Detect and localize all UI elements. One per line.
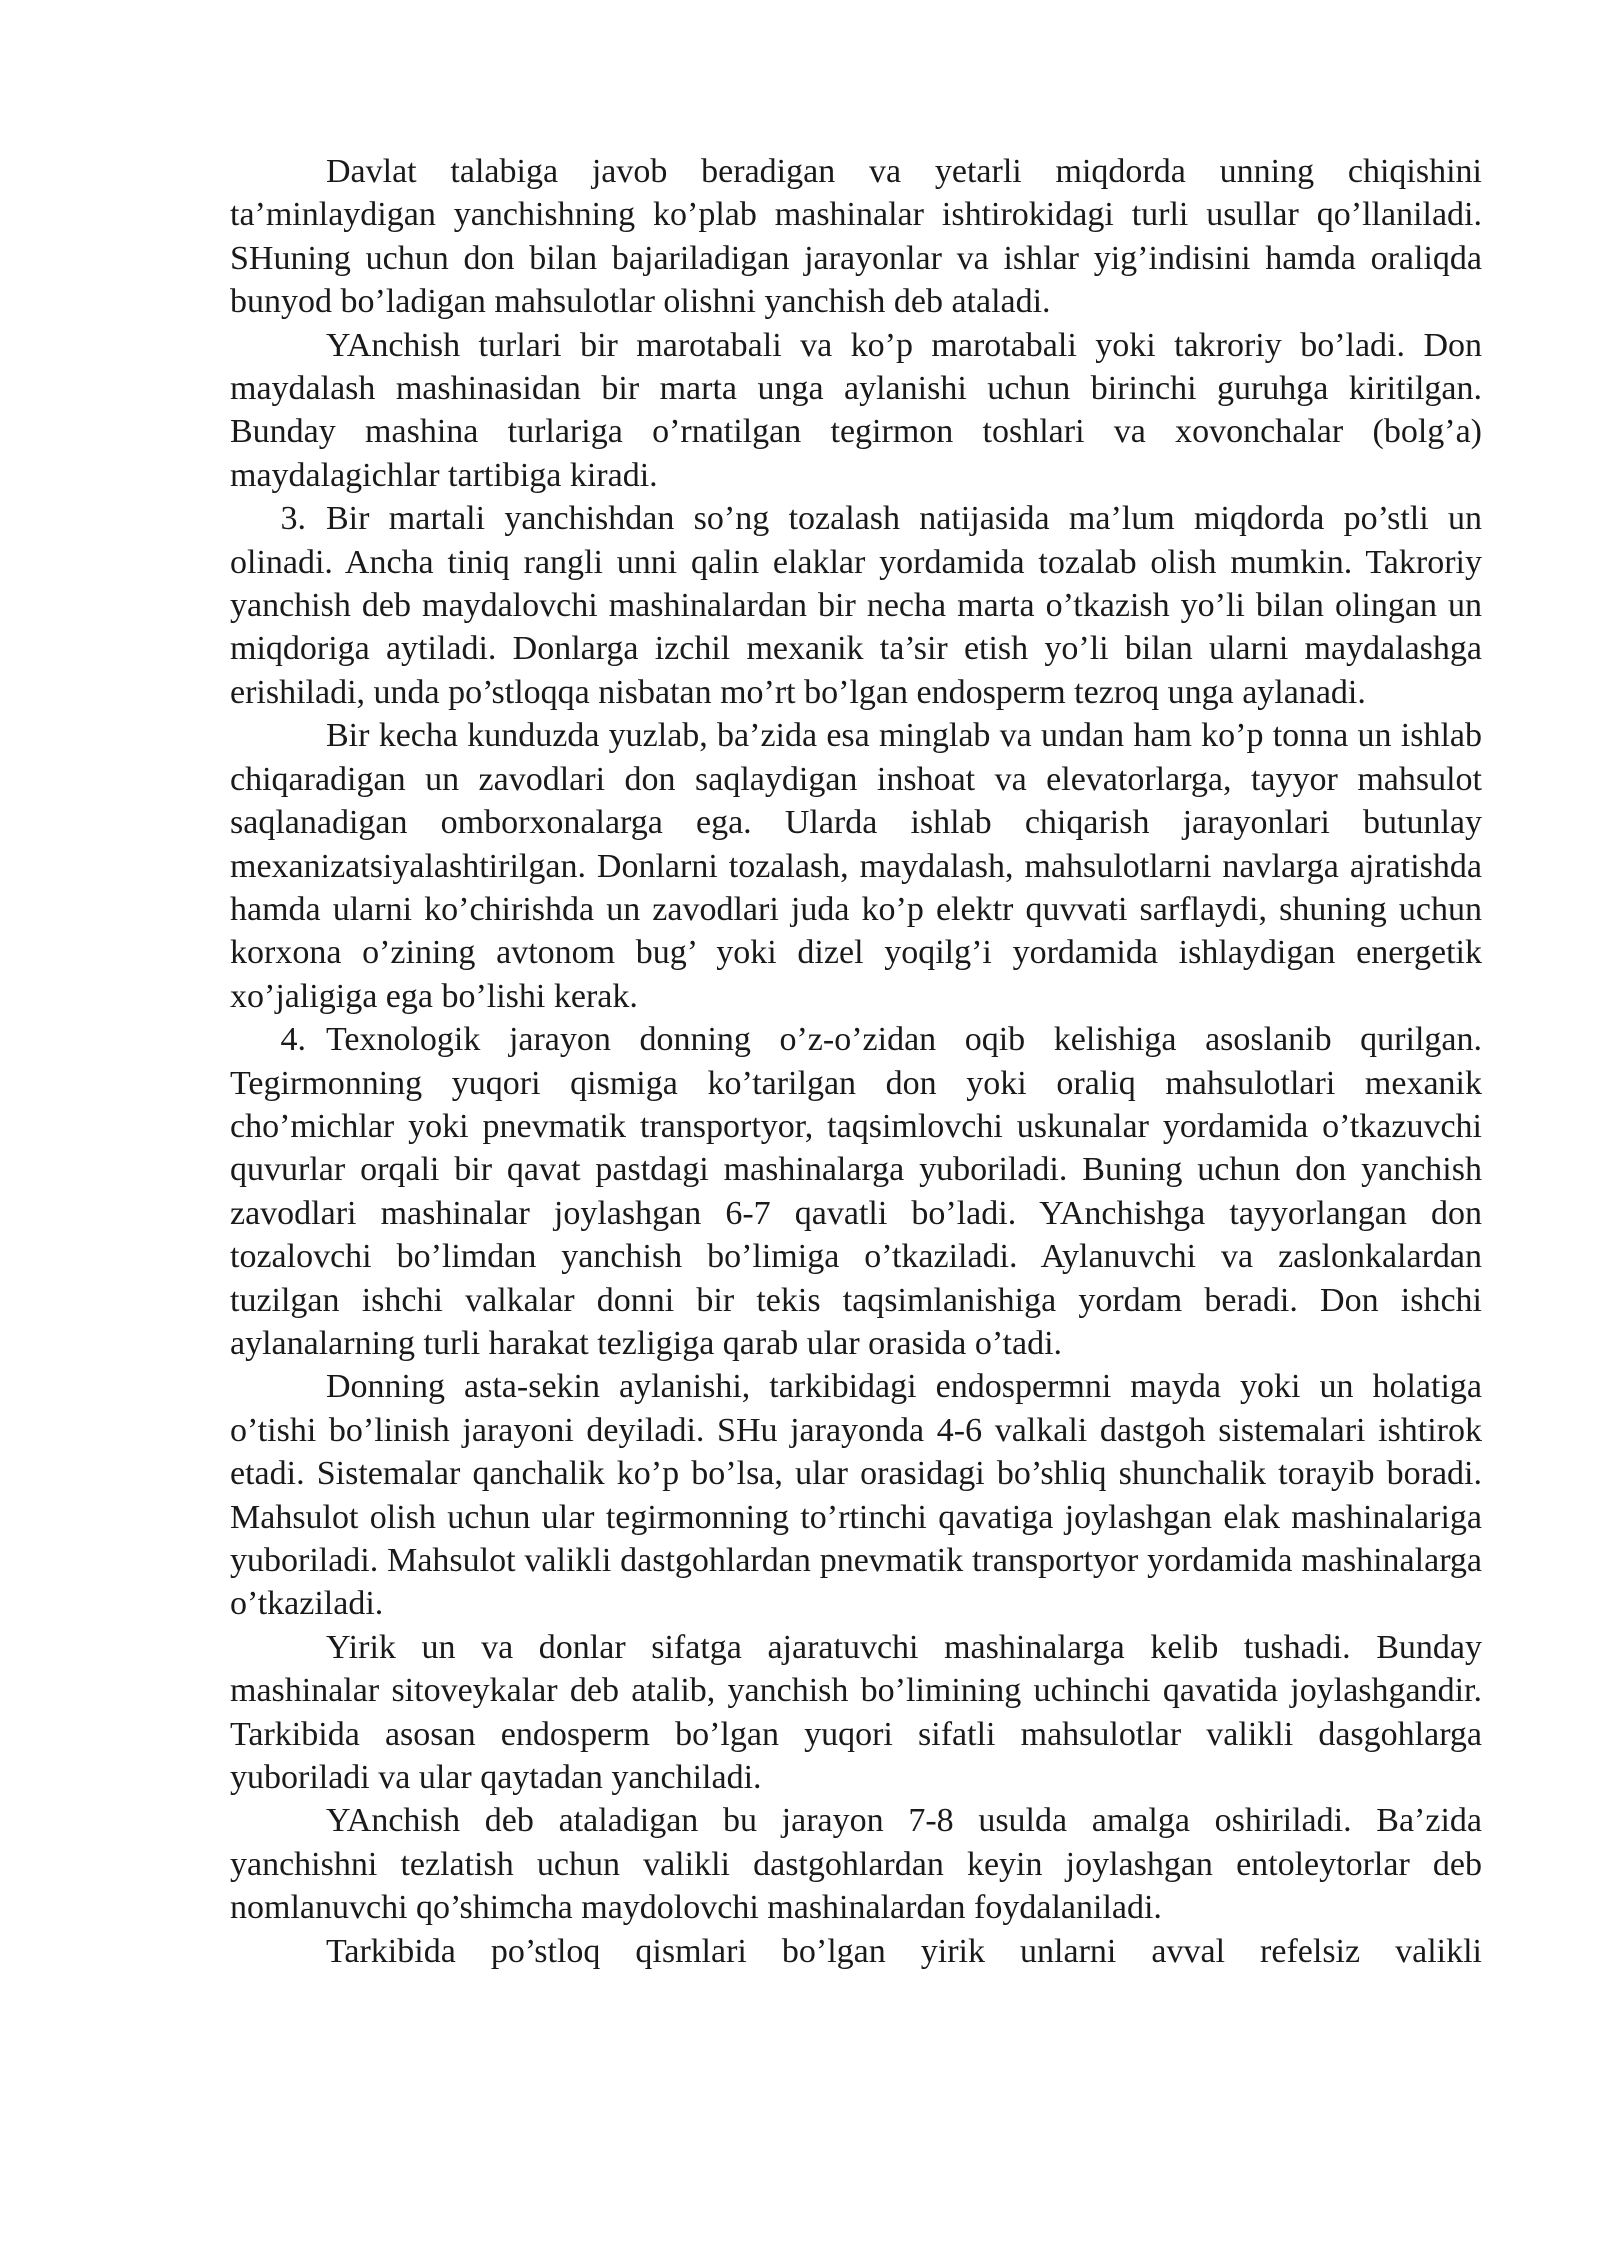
paragraph-number: 4.	[280, 1021, 306, 1059]
paragraph-number: 3.	[280, 500, 306, 538]
paragraph: Davlat talabiga javob beradigan va yetarli miqdorda unning chiqishini ta’minlaydigan yanchishning ko’plab mashinalar ishtirokidagi turli usullar qo’llaniladi. SHuning uchun don bilan bajariladigan jarayonlar va ishlar yig’indisini hamda oraliqda bunyod bo’ladigan mahsulotlar olishni yanchish deb ataladi.	[230, 153, 1482, 321]
paragraph-last-line: Tarkibida po’stloq qismlari bo’lgan yirik unlarni avval refelsiz valikli	[326, 1932, 1482, 1970]
paragraph: YAnchish turlari bir marotabali va ko’p marotabali yoki takroriy bo’ladi. Don maydalash mashinasidan bir marta unga aylanishi uchun birinchi guruhga kiritilgan. Bunday mashina turlariga o’rnatilgan tegirmon toshlari va xovonchalar (bolg’a) maydalagichlar tartibiga kiradi.	[230, 326, 1482, 494]
paragraph: YAnchish deb ataladigan bu jarayon 7-8 usulda amalga oshiriladi. Ba’zida yanchishni tezlatish uchun valikli dastgohlardan keyin joylashgan entoleytorlar deb nomlanuvchi qo’shimcha maydolovchi mashinalardan foydalaniladi.	[230, 1802, 1482, 1927]
document-page	[230, 150, 1482, 1973]
paragraph: Bir kecha kunduzda yuzlab, ba’zida esa minglab va undan ham ko’p tonna un ishlab chiqaradigan un zavodlari don saqlaydigan inshoat va elevatorlarga, tayyor mahsulot saqlanadigan omborxonalarga ega. Ularda ishlab chiqarish jarayonlari butunlay mexanizatsiyalashtirilgan. Donlarni tozalash, maydalash, mahsulotlarni navlarga ajratishda hamda ularni ko’chirishda un zavodlari juda ko’p elektr quvvati sarflaydi, shuning uchun korxona o’zining avtonom bug’ yoki dizel yoqilg’i yordamida ishlaydigan energetik xo’jaligiga ega bo’lishi kerak.	[230, 717, 1482, 1015]
paragraph: Yirik un va donlar sifatga ajaratuvchi mashinalarga kelib tushadi. Bunday mashinalar sitoveykalar deb atalib, yanchish bo’limining uchinchi qavatida joylashgandir. Tarkibida asosan endosperm bo’lgan yuqori sifatli mahsulotlar valikli dasgohlarga yuboriladi va ular qaytadan yanchiladi.	[230, 1628, 1482, 1797]
paragraph: Donning asta-sekin aylanishi, tarkibidagi endospermni mayda yoki un holatiga o’tishi bo’linish jarayoni deyiladi. SHu jarayonda 4-6 valkali dastgoh sistemalari ishtirok etadi. Sistemalar qanchalik ko’p bo’lsa, ular orasidagi bo’shliq shunchalik torayib boradi. Mahsulot olish uchun ular tegirmonning to’rtinchi qavatiga joylashgan elak mashinalariga yuboriladi. Mahsulot valikli dastgohlardan pnevmatik transportyor yordamida mashinalarga o’tkaziladi.	[230, 1368, 1482, 1623]
paragraph-text: Bir martali yanchishdan so’ng tozalash natijasida ma’lum miqdorda po’stli un olinadi. Ancha tiniq rangli unni qalin elaklar yordamida tozalab olish mumkin. Takroriy yanchish deb maydalovchi mashinalardan bir necha marta o’tkazish yo’li bilan olingan un miqdoriga aytiladi. Donlarga izchil mexanik ta’sir etish yo’li bilan ularni maydalashga erishiladi, unda po’stloqqa nisbatan mo’rt bo’lgan endosperm tezroq unga aylanadi.	[230, 500, 1482, 711]
numbered-paragraph	[230, 497, 1482, 714]
numbered-paragraph	[230, 1018, 1482, 1365]
paragraph-text: Texnologik jarayon donning o’z-o’zidan oqib kelishiga asoslanib qurilgan. Tegirmonning yuqori qismiga ko’tarilgan don yoki oraliq mahsulotlari mexanik cho’michlar yoki pnevmatik transportyor, taqsimlovchi uskunalar yordamida o’tkazuvchi quvurlar orqali bir qavat pastdagi mashinalarga yuboriladi. Buning uchun don yanchish zavodlari mashinalar joylashgan 6-7 qavatli bo’ladi. YAnchishga tayyorlangan don tozalovchi bo’limdan yanchish bo’limiga o’tkaziladi. Aylanuvchi va zaslonkalardan tuzilgan ishchi valkalar donni bir tekis taqsimlanishiga yordam beradi. Don ishchi aylanalarning turli harakat tezligiga qarab ular orasida o’tadi.	[230, 1021, 1482, 1362]
